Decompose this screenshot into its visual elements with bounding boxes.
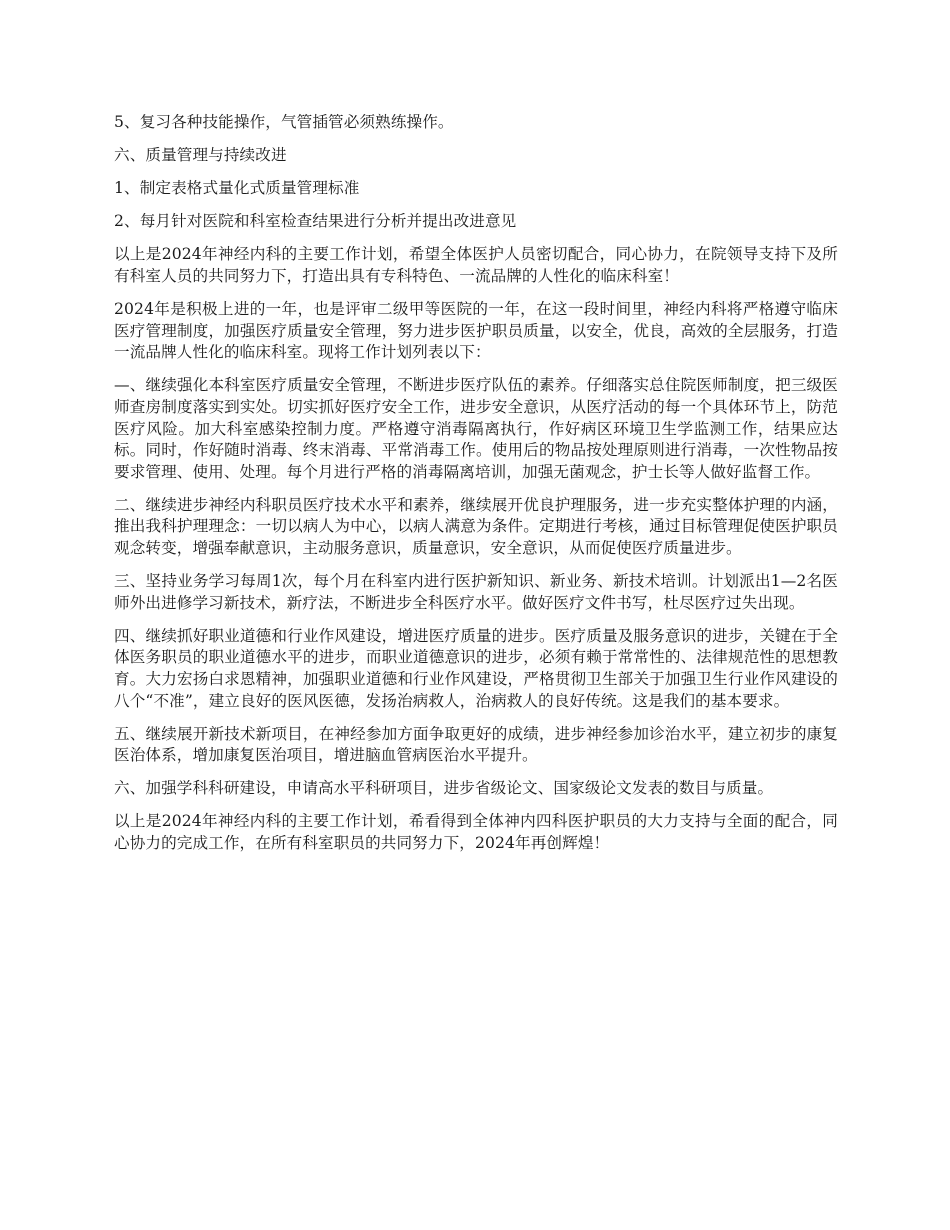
paragraph-plan-summary-2: 以上是2024年神经内科的主要工作计划，希看得到全体神内四科医护职员的大力支持与全面的配合，同心协力的完成工作，在所有科室职员的共同努力下，2024年再创辉煌！ [114,812,838,853]
heading-quality-management: 六、质量管理与持续改进 [114,146,287,165]
paragraph-item-5-new-tech: 五、继续展开新技术新项目，在神经参加方面争取更好的成绩，进步神经参加诊治水平，建立初步的康复医治体系，增加康复医治项目，增进脑血管病医治水平提升。 [114,724,838,765]
list-item-monthly-analysis: 2、每月针对医院和科室检查结果进行分析并提出改进意见 [114,212,517,231]
paragraph-skill-practice: 5、复习各种技能操作，气管插管必须熟练操作。 [114,113,454,131]
paragraph-item-6-research: 六、加强学科科研建设，申请高水平科研项目，进步省级论文、国家级论文发表的数目与质量。 [114,779,774,798]
paragraph-plan-summary-1: 以上是2024年神经内科的主要工作计划，希望全体医护人员密切配合，同心协力，在院领导支持下及所有科室人员的共同努力下，打造出具有专科特色、一流品牌的人性化的临床科室！ [114,245,838,285]
paragraph-plan-intro: 2024年是积极上进的一年，也是评审二级甲等医院的一年，在这一段时间里，神经内科将严格遵守临床医疗管理制度，加强医疗质量安全管理，努力进步医护职员质量，以安全，优良，高效的全层服务，打造一流品牌人性化的临床科室。现将工作计划列表以下： [114,300,838,362]
paragraph-item-1-safety: —、继续强化本科室医疗质量安全管理，不断进步医疗队伍的素养。仔细落实总住院医师制度，把三级医师查房制度落实到实处。切实抓好医疗安全工作，进步安全意识，从医疗活动的每一个具体环节上，防范医疗风险。加大科室感染控制力度。严格遵守消毒隔离执行，作好病区环境卫生学监测工作，结果应达标。同时，作好随时消毒、终末消毒、平常消毒工作。使用后的物品按处理原则进行消毒，一次性物品按要求管理、使用、处理。每个月进行严格的消毒隔离培训，加强无菌观念，护士长等人做好监督工作。 [114,376,838,481]
paragraph-item-4-ethics: 四、继续抓好职业道德和行业作风建设，增进医疗质量的进步。医疗质量及服务意识的进步，关键在于全体医务职员的职业道德水平的进步，而职业道德意识的进步，必须有赖于常常性的、法律规范性的思想教育。大力宏扬白求恩精神，加强职业道德和行业作风建设，严格贯彻卫生部关于加强卫生行业作风建设的八个“不准”，建立良好的医风医德，发扬治病救人，治病救人的良好传统。这是我们的基本要求。 [114,626,838,710]
paragraph-item-3-training: 三、坚持业务学习每周1次，每个月在科室内进行医护新知识、新业务、新技术培训。计划派出1—2名医师外出进修学习新技术，新疗法，不断进步全科医疗水平。做好医疗文件书写，杜尽医疗过失出现。 [114,572,838,612]
list-item-quality-standard: 1、制定表格式量化式质量管理标准 [114,179,360,198]
paragraph-item-2-nursing: 二、继续进步神经内科职员医疗技术水平和素养，继续展开优良护理服务，进一步充实整体护理的内涵，推出我科护理理念：一切以病人为中心，以病人满意为条件。定期进行考核，通过目标管理促使医护职员观念转变，增强奉献意识，主动服务意识，质量意识，安全意识，从而促使医疗质量进步。 [114,495,838,557]
